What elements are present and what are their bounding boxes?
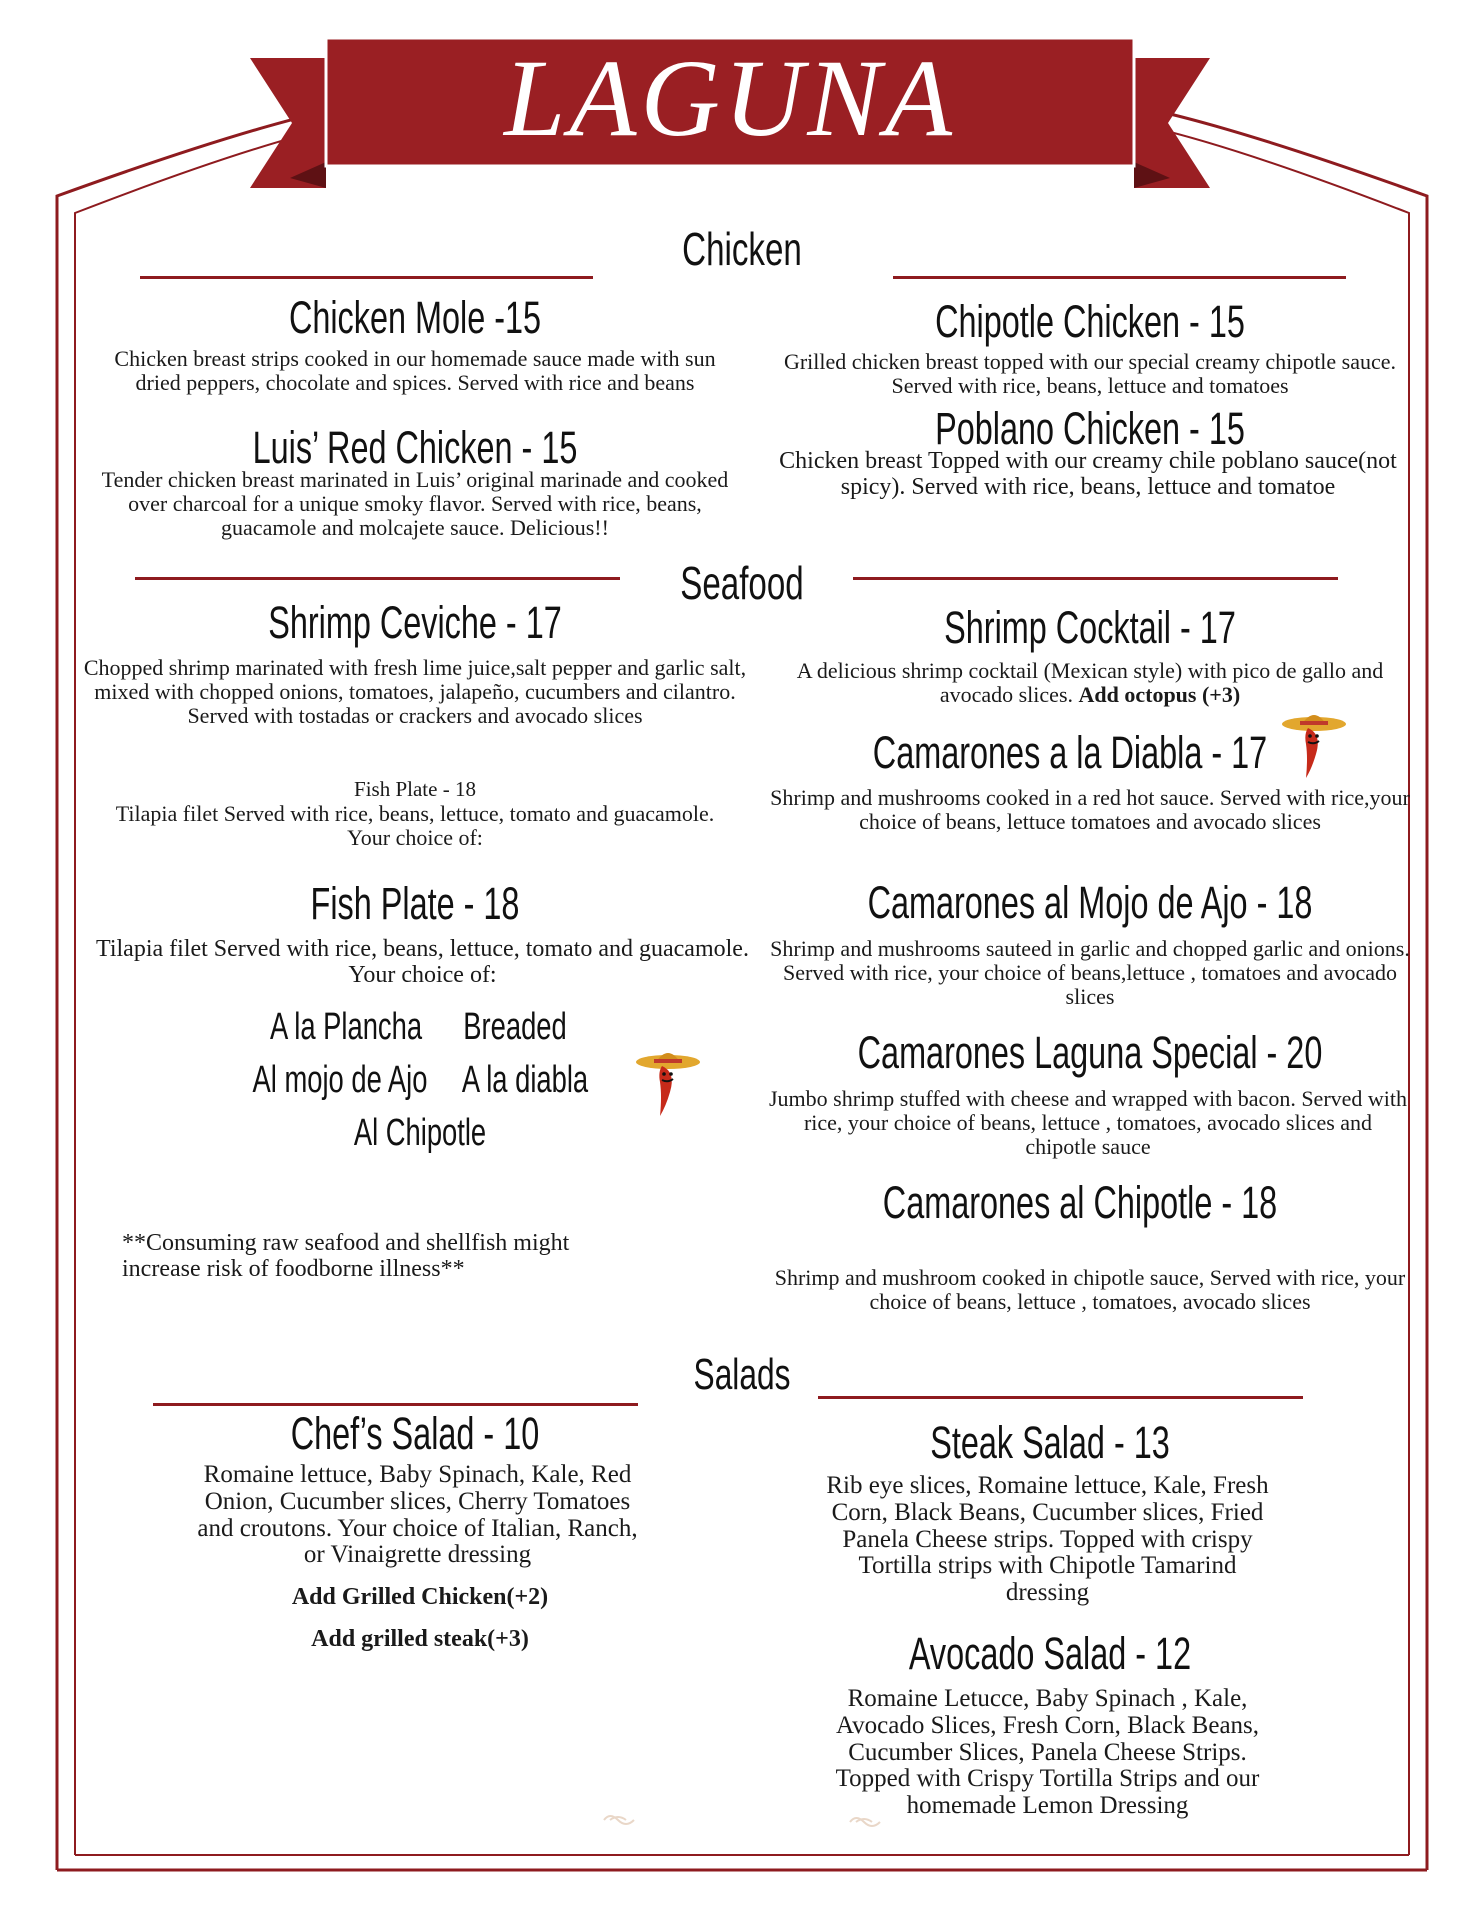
item-description: Tilapia filet Served with rice, beans, lettuce, tomato and guacamole. Your choice of: bbox=[115, 801, 715, 851]
item-title: Camarones a la Diabla - 17 bbox=[872, 727, 1268, 778]
item-description bbox=[760, 659, 1420, 707]
item-description-text: A delicious shrimp cocktail (Mexican style) with pico de gallo and avocado slices. bbox=[796, 658, 1384, 708]
item-description: Romaine lettuce, Baby Spinach, Kale, Red Onion, Cucumber slices, Cherry Tomatoes and croutons. Your choice of Italian, Ranch, or Vinaigrette dressing bbox=[197, 1461, 638, 1569]
divider bbox=[153, 1403, 638, 1406]
item-description: Chicken breast Topped with our creamy chile poblano sauce(not spicy). Served with rice, beans, lettuce and tomatoe bbox=[779, 448, 1397, 501]
item-title bbox=[852, 877, 1327, 929]
item-description: Romaine Letucce, Baby Spinach , Kale, Avocado Slices, Fresh Corn, Black Beans, Cucumber Slices, Panela Cheese Strips. Topped with Crispy Tortilla Strips and our homemade Lemon Dressing bbox=[835, 1685, 1260, 1819]
item-title: Poblano Chicken - 15 bbox=[935, 403, 1245, 454]
divider bbox=[853, 577, 1338, 580]
item-title: Camarones Laguna Special - 20 bbox=[857, 1027, 1323, 1078]
item-description: Rib eye slices, Romaine lettuce, Kale, Fresh Corn, Black Beans, Cucumber slices, Fried Panela Cheese strips. Topped with crispy Tortilla strips with Chipotle Tamarind dressing bbox=[826, 1472, 1269, 1606]
item-name: Camarones al Mojo de Ajo bbox=[867, 877, 1248, 928]
item-description: Shrimp and mushrooms cooked in a red hot sauce. Served with rice,your choice of beans, lettuce tomatoes and avocado slices bbox=[770, 785, 1410, 835]
item-description: Tender chicken breast marinated in Luis’ original marinade and cooked over charcoal for a unique smoky flavor. Served with rice, beans, guacamole and molcajete sauce. Delicious!! bbox=[101, 467, 729, 541]
item-title: Chipotle Chicken - 15 bbox=[935, 296, 1245, 347]
item-title: Chicken Mole -15 bbox=[288, 292, 542, 343]
item-title: Fish Plate - 18 bbox=[310, 878, 520, 929]
chili-pepper-sombrero-icon bbox=[1278, 708, 1350, 780]
addon-grilled-chicken: Add Grilled Chicken(+2) bbox=[291, 1584, 549, 1610]
divider bbox=[893, 276, 1346, 279]
item-title-small: Fish Plate - 18 bbox=[354, 777, 476, 801]
item-description: Chopped shrimp marinated with fresh lime juice,salt pepper and garlic salt, mixed with chopped onions, tomatoes, jalapeño, cucumbers and cilantro. Served with tostadas or crackers and avocado slices bbox=[83, 655, 747, 729]
fish-option: Al mojo de Ajo bbox=[252, 1059, 428, 1101]
raw-seafood-disclaimer: **Consuming raw seafood and shellfish might increase risk of foodborne illness** bbox=[122, 1230, 570, 1283]
restaurant-title: LAGUNA bbox=[504, 37, 956, 159]
fish-option: Al Chipotle bbox=[353, 1112, 487, 1154]
item-title: Steak Salad - 13 bbox=[930, 1417, 1170, 1468]
fish-option: A la Plancha bbox=[269, 1006, 423, 1048]
item-description: Shrimp and mushrooms sauteed in garlic and chopped garlic and onions. Served with rice, your choice of beans,lettuce , tomatoes and avocado slices bbox=[770, 936, 1410, 1010]
item-title: Avocado Salad - 12 bbox=[908, 1628, 1192, 1679]
item-title: Shrimp Cocktail - 17 bbox=[944, 602, 1236, 653]
item-title: Chef’s Salad - 10 bbox=[290, 1408, 540, 1459]
chili-pepper-sombrero-icon bbox=[632, 1046, 704, 1118]
item-title: Shrimp Ceviche - 17 bbox=[268, 597, 562, 648]
divider bbox=[135, 577, 620, 580]
section-title-salads: Salads bbox=[693, 1350, 791, 1399]
divider bbox=[818, 1396, 1303, 1399]
item-description: Shrimp and mushroom cooked in chipotle sauce, Served with rice, your choice of beans, lettuce , tomatoes, avocado slices bbox=[774, 1265, 1406, 1315]
item-title: Camarones al Chipotle - 18 bbox=[882, 1177, 1278, 1228]
scroll-flourish-icon bbox=[846, 1812, 886, 1832]
item-description: Jumbo shrimp stuffed with cheese and wrapped with bacon. Served with rice, your choice of beans, lettuce , tomatoes, avocado slices and chipotle sauce bbox=[768, 1086, 1408, 1160]
fish-option: A la diabla bbox=[461, 1059, 589, 1101]
section-title-chicken: Chicken bbox=[682, 223, 802, 275]
item-description: Chicken breast strips cooked in our homemade sauce made with sun dried peppers, chocolate and spices. Served with rice and beans bbox=[114, 346, 716, 396]
item-description: Grilled chicken breast topped with our special creamy chipotle sauce. Served with rice, beans, lettuce and tomatoes bbox=[783, 349, 1397, 399]
item-description: Tilapia filet Served with rice, beans, lettuce, tomato and guacamole. Your choice of: bbox=[96, 936, 749, 989]
addon-octopus: Add octopus (+3) bbox=[1078, 682, 1241, 708]
section-title-seafood: Seafood bbox=[680, 557, 804, 609]
fish-option: Breaded bbox=[463, 1006, 567, 1048]
scroll-flourish-icon bbox=[600, 1810, 640, 1830]
divider bbox=[140, 276, 593, 279]
addon-grilled-steak: Add grilled steak(+3) bbox=[311, 1626, 529, 1652]
item-price: - 18 bbox=[1247, 877, 1313, 928]
item-title: Luis’ Red Chicken - 15 bbox=[252, 422, 578, 473]
